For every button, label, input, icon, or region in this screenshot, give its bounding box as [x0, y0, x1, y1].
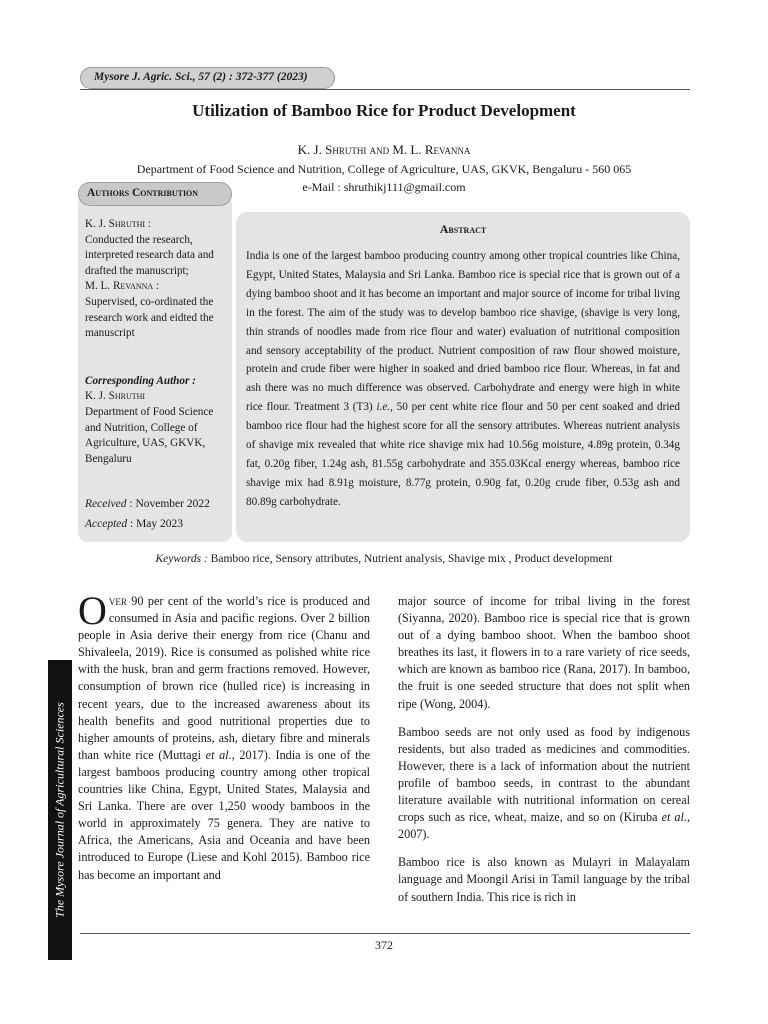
contributions-body [85, 217, 230, 534]
received-date [85, 494, 230, 514]
accepted-label: Accepted [85, 518, 128, 531]
body-paragraph-3 [398, 724, 690, 844]
received-value: : November 2022 [126, 498, 210, 511]
keywords-text: Bamboo rice, Sensory attributes, Nutrient analysis, Shavige mix , Product development [207, 553, 613, 565]
body-p3-a: Bamboo seeds are not only used as food by indigenous residents, but also traded as medicines and commodities. However, there is a lack of information about the nutrient profile of bamboo seeds, in contrast to the abundant literature available with nutritional information on cereal crops such as rice, wheat, maize, and so on (Kiruba [398, 724, 690, 825]
body-column-left [78, 588, 370, 895]
header-rule [80, 89, 690, 90]
author-email: e-Mail : shruthikj111@gmail.com [302, 180, 466, 194]
author2-role: Supervised, co-ordinated the research work and eidted the manuscript [85, 295, 214, 340]
accepted-value: : May 2023 [127, 518, 184, 531]
corresponding-name: K. J. Shruthi [85, 390, 146, 403]
journal-reference: Mysore J. Agric. Sci., 57 (2) : 372-377 (2023) [80, 67, 335, 89]
affiliation: Department of Food Science and Nutrition, College of Agriculture, UAS, GKVK, Bengaluru - 560 065 [136, 162, 632, 176]
page-number: 372 [375, 938, 393, 952]
body-p1-etal: et al., [205, 747, 235, 762]
body-paragraph-2: major source of income for tribal living in the forest (Siyanna, 2020). Bamboo rice is special rice that is grown out of a dying bamboo shoot. When the bamboo shoot breathes its last, it flowers in to a rare variety of rice seeds, which are known as bamboo rice (Rana, 2017). In bamboo, the fruit is one seeded structure that does not split when ripe (Wong, 2004). [398, 594, 690, 711]
author2-name: M. L. Revanna : [85, 280, 160, 293]
lead-word: ver [108, 594, 127, 608]
keywords-line [0, 553, 768, 565]
spine-title: The Mysore Journal of Agricultural Sciences [52, 702, 67, 918]
abstract-text [246, 247, 680, 512]
received-label: Received [85, 498, 127, 511]
abstract-ie: i.e., [376, 401, 393, 414]
body-paragraph [78, 588, 370, 884]
author-list: K. J. Shruthi and M. L. Revanna [297, 142, 471, 157]
body-p1-a: 90 per cent of the world’s rice is produced and consumed in Asia and pacific regions. Over 2 billion people in Asia derive their energy from rice (Chanu and Shivaleela, 2019). Rice is consumed as polished white rice with the husk, bran and germ fractions removed. However, consumption of brown rice (hulled rice) is increasing in recent years, due to the increased awareness about its health benefits and good nutritional properties due to higher amounts of proteins, ash, dietary fibre and minerals than white rice (Muttagi [78, 594, 370, 762]
author1-role: Conducted the research, interpreted research data and drafted the manuscript; [85, 233, 214, 277]
corresponding-label: Corresponding Author : [85, 374, 196, 387]
body-column-right [398, 593, 690, 917]
footer-rule [80, 933, 690, 934]
abstract-heading: Abstract [439, 222, 487, 236]
corresponding-address: Department of Food Science and Nutrition, College of Agriculture, UAS, GKVK, Bengaluru [85, 405, 214, 465]
keywords-label: Keywords : [155, 553, 208, 565]
contributions-heading: Authors Contribution [78, 182, 232, 206]
abstract-part2: 50 per cent white rice flour and 50 per cent soaked and dried bamboo rice flour had the highest score for all the sensory attributes. Whereas nutrient analysis of shavige mix revealed that white rice shavige mix had 10.56g moisture, 4.89g protein, 0.34g fat, 0.20g fiber, 1.24g ash, 81.55g carbohydrate and 355.03Kcal energy whereas, bamboo rice shavige mix had 8.91g moisture, 8.77g protein, 0.90g fat, 0.20g crude fiber, 0.53g ash and 80.89g carbohydrate. [246, 401, 680, 508]
body-p1-b: 2017). India is one of the largest bamboos producing country among other tropical countries like China, Egypt, United States, Malaysia and Sri Lanka. There are over 1,250 woody bamboos in the world in approximately 75 genera. They are native to Africa, the Americans, Asia and Oceania and have been introduced to Europe (Liese and Kohl 2015). Bamboo rice has become an important and [78, 747, 370, 882]
abstract-part1: India is one of the largest bamboo producing country among other tropical countries like China, Egypt, United States, Malaysia and Sri Lanka. Bamboo rice is special rice that is grown out of a dying bamboo shoot and it has become an important and major source of income for tribal living in the forest. The aim of the study was to develop bamboo rice shavige, (shavige is very long, thin strands of noodles made from rice flour and water) evaluation of nutritional composition and sensory acceptability of the product. Nutrient composition of raw flour showed moisture, protein and crude fiber were higher in soaked and dried bamboo rice flour. Whereas, in fat and ash there was no much difference was observed. Carbohydrate and energy were high in white rice flour. Treatment 3 (T3) [246, 250, 680, 414]
dropcap: O [78, 588, 107, 633]
body-p3-b: 2007). [398, 827, 430, 842]
body-p3-etal: et al., [661, 810, 691, 825]
article-title: Utilization of Bamboo Rice for Product Development [192, 101, 576, 120]
body-paragraph-4: Bamboo rice is also known as Mulayri in Malayalam language and Moongil Arisi in Tamil language by the tribal of southern India. This rice is rich in [398, 855, 690, 904]
author1-name: K. J. Shruthi : [85, 218, 151, 230]
accepted-date [85, 514, 230, 534]
